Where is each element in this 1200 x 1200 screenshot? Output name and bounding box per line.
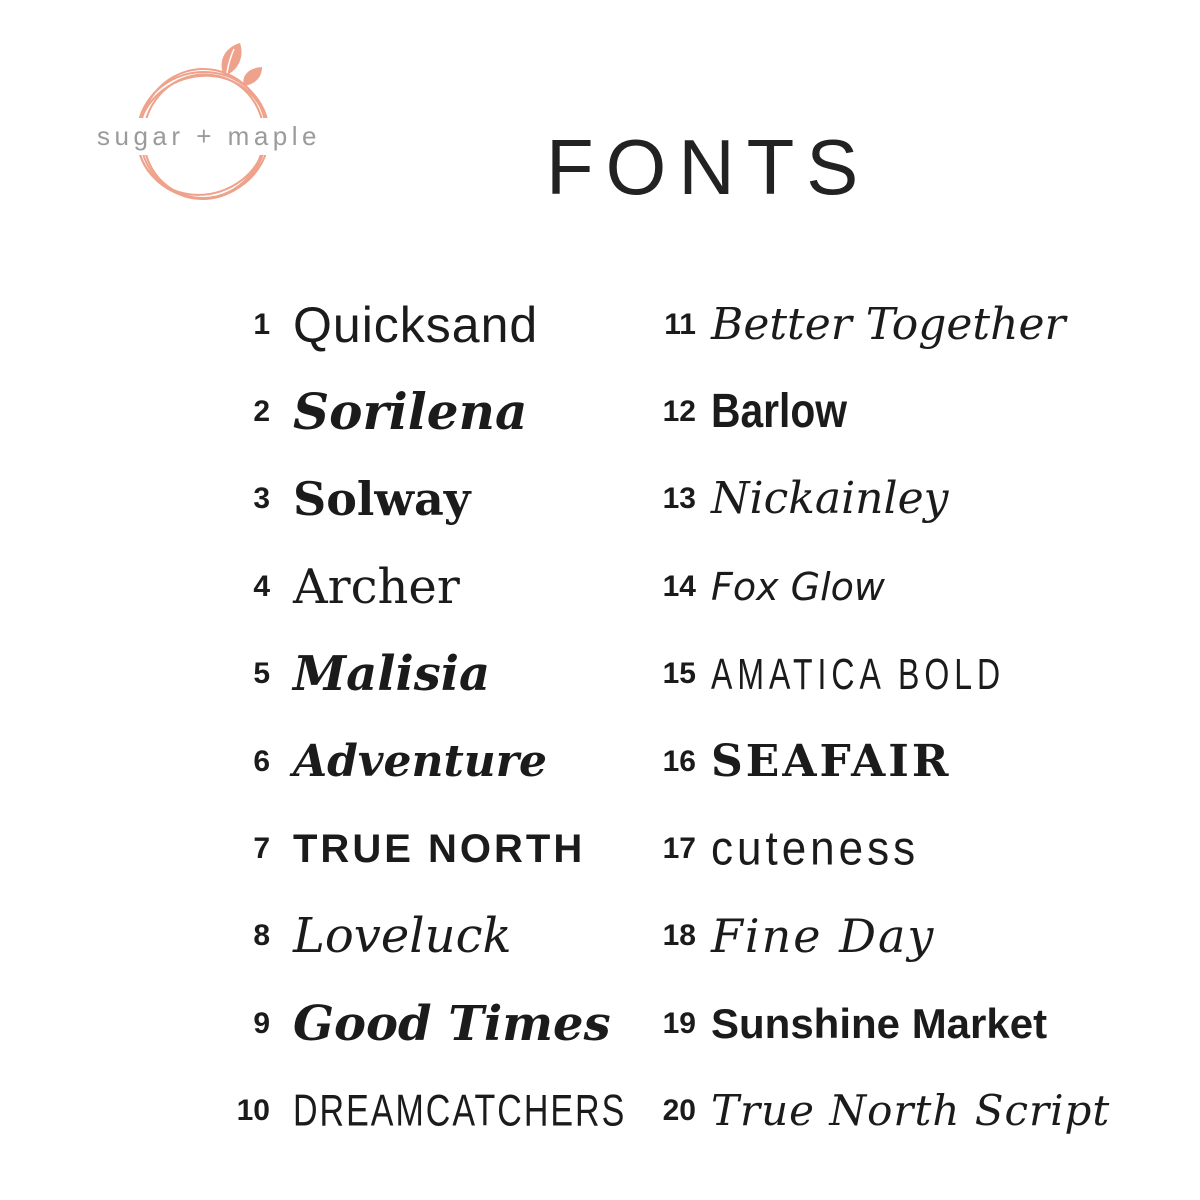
font-number: 1	[253, 307, 270, 341]
font-sample-label: AMATICA BOLD	[711, 649, 1006, 699]
font-number: 10	[236, 1094, 270, 1128]
font-sample-row	[646, 980, 1146, 1067]
font-number: 9	[253, 1006, 270, 1040]
font-sample-row	[228, 456, 648, 543]
brand-logo	[72, 22, 362, 242]
font-sample-row	[228, 980, 648, 1067]
font-sample-label: Archer	[293, 558, 460, 615]
font-list-right	[646, 281, 1146, 1155]
font-number: 7	[253, 832, 270, 866]
brand-name: sugar + maple	[90, 118, 328, 155]
font-sample-label: Sorilena	[293, 382, 528, 442]
font-sample-label: Loveluck	[293, 908, 512, 965]
font-sample-label: Better Together	[711, 298, 1066, 350]
font-number: 4	[253, 569, 270, 603]
font-number: 15	[662, 657, 696, 691]
font-sample-row	[646, 1068, 1146, 1155]
font-number: 12	[662, 395, 696, 429]
font-number: 5	[253, 657, 270, 691]
font-number: 18	[662, 919, 696, 953]
font-sample-label: Good Times	[293, 995, 611, 1052]
font-sample-label: Quicksand	[293, 296, 539, 353]
font-sample-row	[646, 456, 1146, 543]
font-sample-row	[646, 893, 1146, 980]
font-number: 16	[662, 744, 696, 778]
font-sample-row	[228, 893, 648, 980]
font-sample-label: True North Script	[711, 1086, 1111, 1136]
font-sample-label: TRUE NORTH	[293, 827, 586, 872]
font-sample-row	[228, 631, 648, 718]
font-sample-label: Adventure	[293, 735, 547, 787]
font-number: 11	[664, 307, 696, 341]
font-sample-label: Nickainley	[711, 473, 949, 525]
font-sample-row	[646, 718, 1146, 805]
font-sample-row	[228, 368, 648, 455]
font-number: 8	[253, 919, 270, 953]
font-number: 17	[662, 832, 696, 866]
font-sample-label: Fox Glow	[711, 564, 886, 609]
font-sample-row	[646, 543, 1146, 630]
font-number: 2	[253, 395, 270, 429]
font-number: 6	[253, 744, 270, 778]
font-sample-label: Fine Day	[711, 909, 936, 964]
font-sample-label: Barlow	[711, 385, 848, 439]
page-title: FONTS	[546, 123, 871, 211]
font-number: 19	[662, 1006, 696, 1040]
font-sample-label: Solway	[293, 472, 471, 527]
font-sample-label: cuteness	[711, 821, 920, 876]
font-number: 14	[662, 569, 696, 603]
font-sample-row	[646, 281, 1146, 368]
font-sample-row	[228, 718, 648, 805]
font-sample-row	[646, 631, 1146, 718]
font-sample-row	[228, 543, 648, 630]
font-sample-label: DREAMCATCHERS	[293, 1086, 627, 1136]
font-sample-label: SEAFAIR	[711, 735, 952, 787]
font-sample-row	[646, 805, 1146, 892]
font-sample-row	[228, 1068, 648, 1155]
font-list-left	[228, 281, 648, 1155]
font-number: 13	[662, 482, 696, 516]
font-sample-label: Malisia	[293, 646, 491, 703]
font-sample-row	[228, 281, 648, 368]
font-number: 3	[253, 482, 270, 516]
font-sample-row	[228, 805, 648, 892]
font-number: 20	[662, 1094, 696, 1128]
font-sample-label: Sunshine Market	[711, 999, 1048, 1047]
font-sample-row	[646, 368, 1146, 455]
